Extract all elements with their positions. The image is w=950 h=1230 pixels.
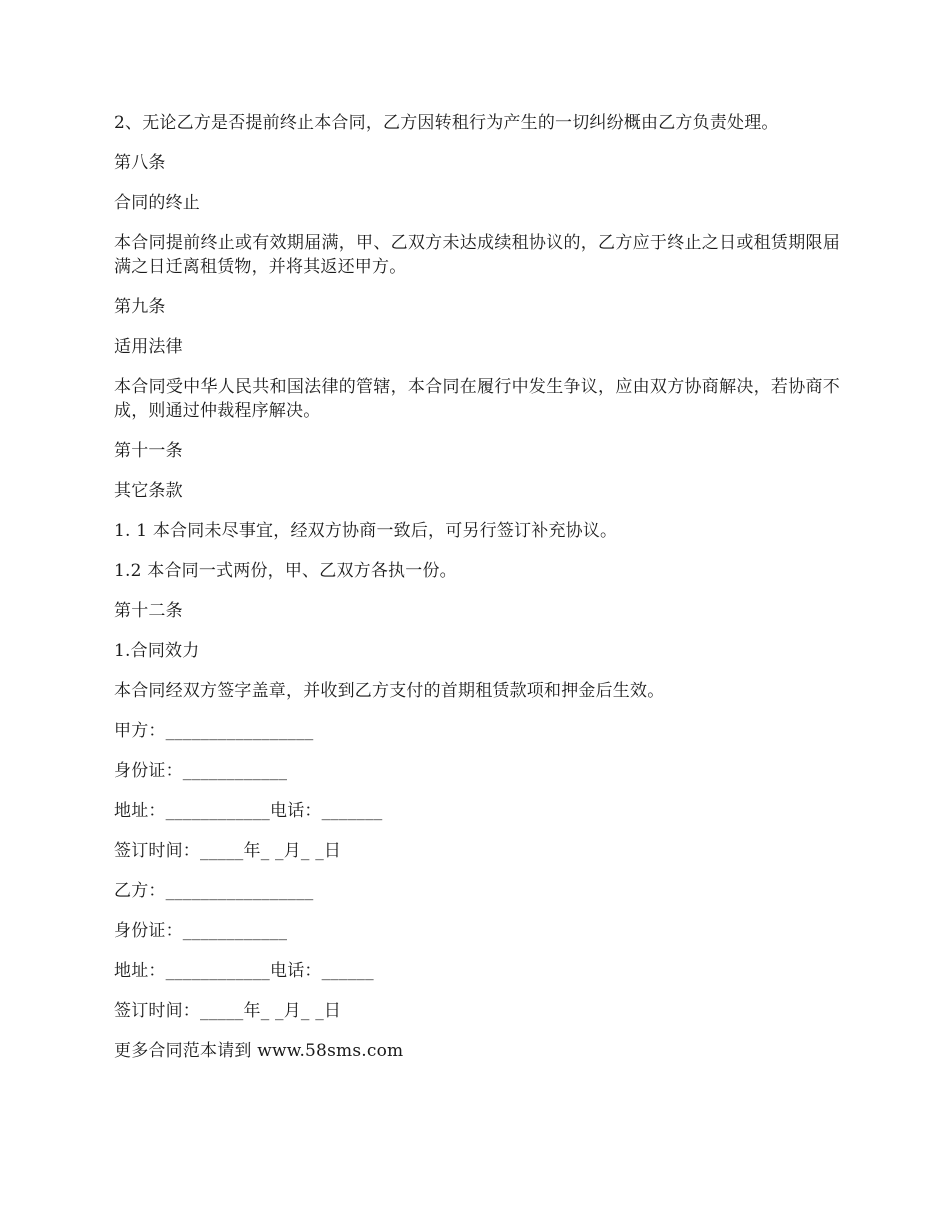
clause-1-2: 1.2 本合同一式两份，甲、乙双方各执一份。 <box>114 561 457 581</box>
party-a-address-phone-line: 地址：____________电话：_______ <box>114 801 383 821</box>
party-b-date-line: 签订时间：_____年_ _月_ _日 <box>114 1001 342 1021</box>
party-b-signature-line: 乙方：_________________ <box>114 881 314 901</box>
party-b-address-phone-line: 地址：____________电话：______ <box>114 961 374 981</box>
party-a-signature-line: 甲方：_________________ <box>114 721 314 741</box>
paragraph-termination: 本合同提前终止或有效期届满，甲、乙双方未达成续租协议的，乙方应于终止之日或租赁期限届满之日迁离租赁物，并将其返还甲方。 <box>114 233 840 277</box>
article-11-heading: 第十一条 <box>114 441 183 461</box>
clause-1-1: 1. 1 本合同未尽事宜，经双方协商一致后，可另行签订补充协议。 <box>114 521 618 541</box>
article-9-title: 适用法律 <box>114 337 183 357</box>
party-a-id-line: 身份证：____________ <box>114 761 288 781</box>
document-page <box>114 111 840 1079</box>
article-8-heading: 第八条 <box>114 153 166 173</box>
article-12-heading: 第十二条 <box>114 601 183 621</box>
party-a-date-line: 签订时间：_____年_ _月_ _日 <box>114 841 342 861</box>
paragraph-governing-law: 本合同受中华人民共和国法律的管辖，本合同在履行中发生争议，应由双方协商解决，若协商不成，则通过仲裁程序解决。 <box>114 377 840 421</box>
footer-more-templates: 更多合同范本请到 www.58sms.com <box>114 1041 404 1061</box>
paragraph-effectiveness: 本合同经双方签字盖章，并收到乙方支付的首期租赁款项和押金后生效。 <box>114 681 665 701</box>
article-9-heading: 第九条 <box>114 297 166 317</box>
article-12-title: 1.合同效力 <box>114 641 200 661</box>
paragraph-sublet-disputes: 2、无论乙方是否提前终止本合同，乙方因转租行为产生的一切纠纷概由乙方负责处理。 <box>114 113 779 133</box>
article-11-title: 其它条款 <box>114 481 183 501</box>
article-8-title: 合同的终止 <box>114 193 200 213</box>
party-b-id-line: 身份证：____________ <box>114 921 288 941</box>
